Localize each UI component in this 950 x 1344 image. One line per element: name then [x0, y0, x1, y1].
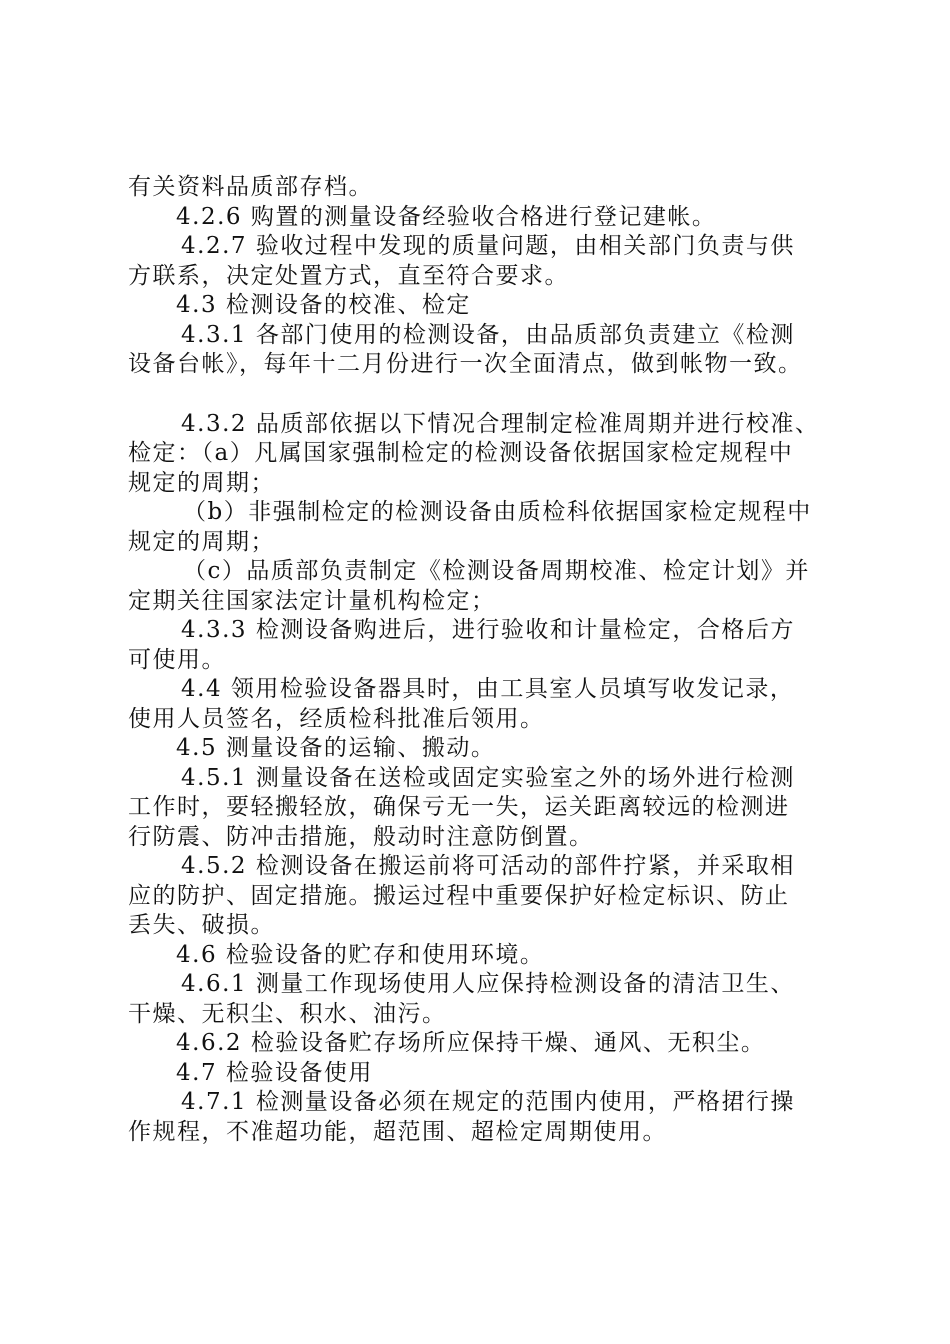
- clause-4-4: 4.4 领用检验设备器具时，由工具室人员填写收发记录，: [181, 676, 795, 702]
- clause-4-5-1: 4.5.1 测量设备在送检或固定实验室之外的场外进行检测: [181, 764, 795, 791]
- paragraph-gap: [128, 380, 828, 410]
- text-line: 设备台帐》，每年十二月份进行一次全面清点，做到帐物一致。: [128, 351, 803, 377]
- section-4-7-heading: 4.7 检验设备使用: [176, 1059, 373, 1086]
- text-line: 规定的周期；: [128, 528, 275, 555]
- clause-4-3-3: 4.3.3 检测设备购进后，进行验收和计量检定，合格后方: [181, 617, 795, 643]
- item-b: （b）非强制检定的检测设备由质检科依据国家检定规程中: [183, 499, 812, 525]
- clause-4-3-1: 4.3.1 各部门使用的检测设备，由品质部负责建立《检测: [181, 321, 795, 348]
- clause-4-6-1: 4.6.1 测量工作现场使用人应保持检测设备的清洁卫生、: [181, 971, 795, 997]
- clause-4-2-6: 4.2.6 购置的测量设备经验收合格进行登记建帐。: [176, 203, 717, 230]
- text-line: 使用人员签名，经质检科批准后领用。: [128, 705, 545, 732]
- section-4-6-heading: 4.6 检验设备的贮存和使用环境。: [176, 941, 545, 968]
- text-line: 行防震、防冲击措施，般动时注意防倒置。: [128, 823, 594, 850]
- clause-4-3-2: 4.3.2 品质部依据以下情况合理制定检准周期并进行校准、: [181, 410, 820, 437]
- text-line: 定期关往国家法定计量机构检定；: [128, 587, 496, 614]
- text-line: 作规程，不准超功能，超范围、超检定周期使用。: [128, 1118, 667, 1145]
- section-4-5-heading: 4.5 测量设备的运输、搬动。: [176, 735, 496, 761]
- section-4-3-heading: 4.3 检测设备的校准、检定: [176, 292, 471, 318]
- item-c: （c）品质部负责制定《检测设备周期校准、检定计划》并: [183, 558, 810, 584]
- text-line: 检定：（a）凡属国家强制检定的检测设备依据国家检定规程中: [128, 440, 794, 466]
- text-line: 工作时，要轻搬轻放，确保亏无一失，运关距离较远的检测进: [128, 794, 790, 820]
- text-line: 干燥、无积尘、积水、油污。: [128, 1000, 447, 1027]
- clause-4-2-7: 4.2.7 验收过程中发现的质量问题，由相关部门负责与供: [181, 233, 795, 259]
- text-line: 丢失、破损。: [128, 912, 275, 938]
- document-body: [128, 173, 828, 1147]
- text-line: 可使用。: [128, 646, 226, 673]
- text-line: 有关资料品质部存档。: [128, 174, 373, 200]
- text-line: 应的防护、固定措施。搬运过程中重要保护好检定标识、防止: [128, 882, 790, 909]
- clause-4-5-2: 4.5.2 检测设备在搬运前将可活动的部件拧紧，并采取相: [181, 853, 795, 879]
- text-line: 方联系，决定处置方式，直至符合要求。: [128, 262, 569, 289]
- clause-4-6-2: 4.6.2 检验设备贮存场所应保持干燥、通风、无积尘。: [176, 1030, 766, 1056]
- text-line: 规定的周期；: [128, 469, 275, 496]
- clause-4-7-1: 4.7.1 检测量设备必须在规定的范围内使用，严格捃行操: [181, 1089, 795, 1115]
